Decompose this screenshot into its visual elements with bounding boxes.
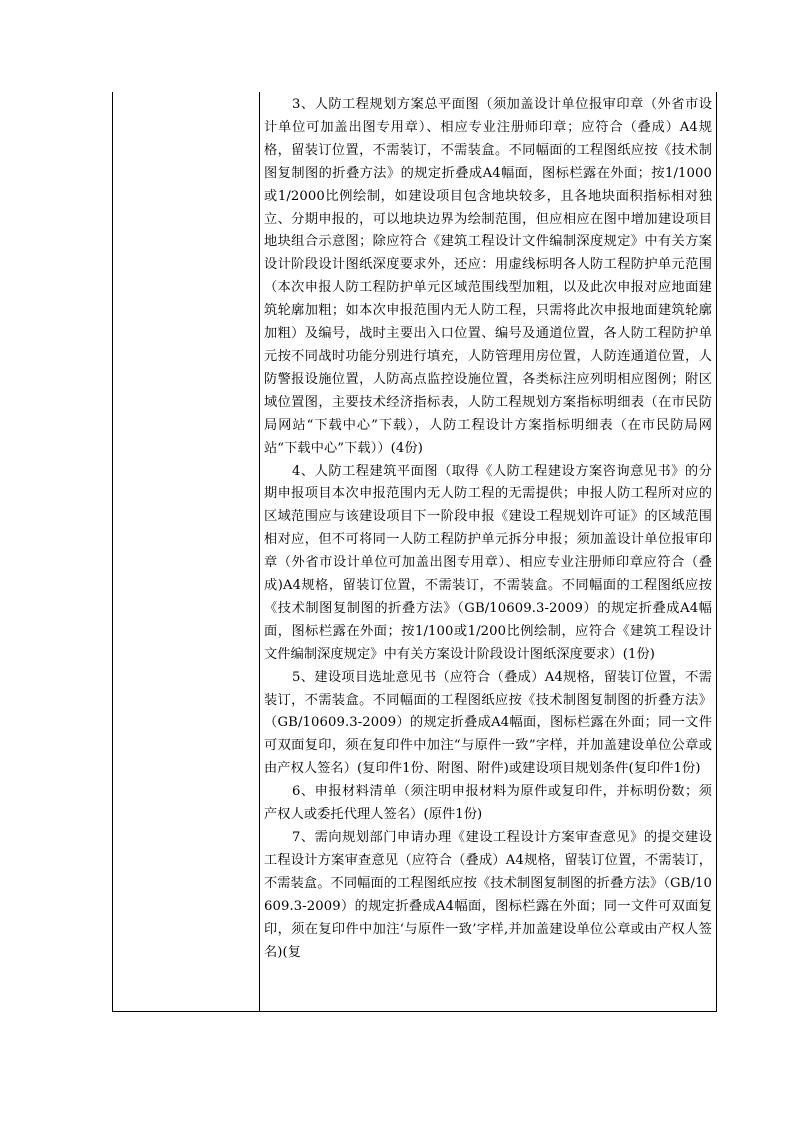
- paragraph-item-6: 6、申报材料清单（须注明申报材料为原件或复印件，并标明份数；须产权人或委托代理人签名）(原件1份): [264, 784, 712, 823]
- paragraph-item-3: 3、人防工程规划方案总平面图（须加盖设计单位报审印章（外省市设计单位可加盖出图专用章）、相应专业注册师印章；应符合（叠成）A4规格，留装订位置，不需装订，不需装盒。不同幅面的工程图纸应按《技术制图复制图的折叠方法》的规定折叠成A4幅面，图标栏露在外面；按1/1000或1/2000比例绘制，如建设项目包含地块较多，且各地块面积指标相对独立、分期申报的，可以地块边界为绘制范围，但应相应在图中增加建设项目地块组合示意图；除应符合《建筑工程设计文件编制深度规定》中有关方案设计阶段设计图纸深度要求外，还应：用虚线标明各人防工程防护单元范围（本次申报人防工程防护单元区域范围线型加粗，以及此次申报对应地面建筑轮廓加粗；如本次申报范围内无人防工程，只需将此次申报地面建筑轮廓加粗）及编号，战时主要出入口位置、编号及通道位置，各人防工程防护单元按不同战时功能分别进行填充，人防管理用房位置，人防连通道位置，人防警报设施位置，人防高点监控设施位置，各类标注应列明相应图例；附区域位置图，主要技术经济指标表，人防工程规划方案指标明细表（在市民防局网站“下载中心”下载），人防工程设计方案指标明细表（在市民防局网站“下载中心”下载））(4份): [264, 97, 712, 456]
- paragraph-item-4: 4、人防工程建筑平面图（取得《人防工程建设方案咨询意见书》的分期申报项目本次申报范围内无人防工程的无需提供；申报人防工程所对应的区域范围应与该建设项目下一阶段申报《建设工程规划许可证》的区域范围相对应，但不可将同一人防工程防护单元拆分申报；须加盖设计单位报审印章（外省市设计单位可加盖出图专用章）、相应专业注册师印章应符合（叠成)A4规格，留装订位置，不需装订，不需装盒。不同幅面的工程图纸应按《技术制图复制图的折叠方法》（GB/10609.3-2009）的规定折叠成A4幅面，图标栏露在外面；按1/100或1/200比例绘制，应符合《建筑工程设计文件编制深度规定》中有关方案设计阶段设计图纸深度要求）(1份): [264, 463, 712, 662]
- materials-table: [112, 92, 717, 1012]
- paragraph-item-5: 5、建设项目选址意见书（应符合（叠成）A4规格，留装订位置，不需装订，不需装盒。不同幅面的工程图纸应按《技术制图复制图的折叠方法》（GB/10609.3-2009）的规定折叠成A4幅面，图标栏露在外面；同一文件可双面复印，须在复印件中加注“与原件一致”字样，并加盖建设单位公章或由产权人签名）(复印件1份、附图、附件)或建设项目规划条件(复印件1份): [264, 669, 712, 777]
- right-cell: [260, 92, 717, 1012]
- table-row: [113, 92, 717, 1012]
- cell-content: [260, 92, 716, 964]
- left-cell: [113, 92, 260, 1012]
- paragraph-item-7: 7、需向规划部门申请办理《建设工程设计方案审查意见》的提交建设工程设计方案审查意见（应符合（叠成）A4规格，留装订位置，不需装订，不需装盒。不同幅面的工程图纸应按《技术制图复制图的折叠方法》（GB/10609.3-2009）的规定折叠成A4幅面，图标栏露在外面；同一文件可双面复印，须在复印件中加注‘与原件一致’字样,并加盖建设单位公章或由产权人签名)(复: [264, 830, 712, 960]
